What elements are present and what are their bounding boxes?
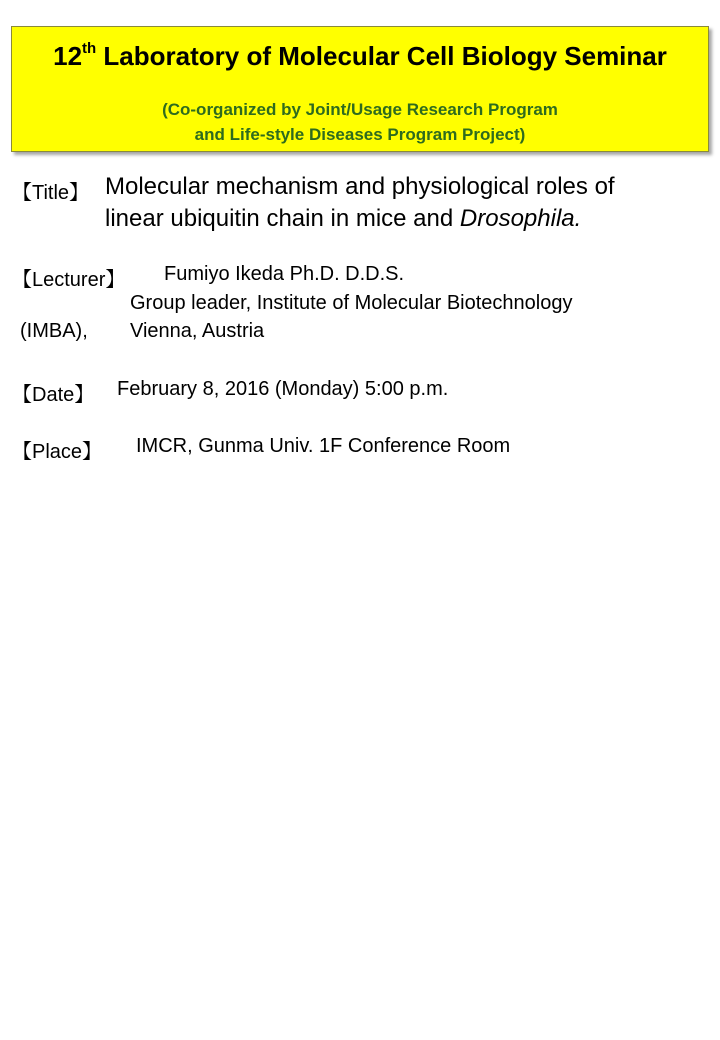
seminar-subtitle [12,97,708,147]
lecturer-affiliation-line-2a: (IMBA), [20,320,88,342]
subtitle-line-1: (Co-organized by Joint/Usage Research Program [162,100,558,119]
place-value: IMCR, Gunma Univ. 1F Conference Room [136,435,511,457]
seminar-number-suffix: th [82,40,97,58]
date-label: 【Date】 [12,384,95,406]
title-label: 【Title】 [12,182,90,204]
date-value: February 8, 2016 (Monday) 5:00 p.m. [117,378,449,400]
seminar-title-text: Laboratory of Molecular Cell Biology Seminar [96,41,667,71]
lecturer-affiliation-line-2b: Vienna, Austria [130,320,265,342]
talk-title-line-2-text: linear ubiquitin chain in mice and [105,205,460,232]
subtitle-line-2: and Life-style Diseases Program Project) [194,125,526,144]
place-label: 【Place】 [12,441,103,463]
seminar-number: 12 [53,41,83,71]
lecturer-name: Fumiyo Ikeda Ph.D. D.D.S. [164,263,405,285]
lecturer-label: 【Lecturer】 [12,269,126,291]
lecturer-affiliation-line-1: Group leader, Institute of Molecular Biotechnology [130,292,573,314]
talk-title-italic-text: Drosophila. [459,205,582,232]
seminar-banner [11,26,709,152]
talk-title-line-1: Molecular mechanism and physiological roles of [105,173,615,200]
seminar-title [12,41,708,72]
talk-title-line-2 [105,205,581,233]
